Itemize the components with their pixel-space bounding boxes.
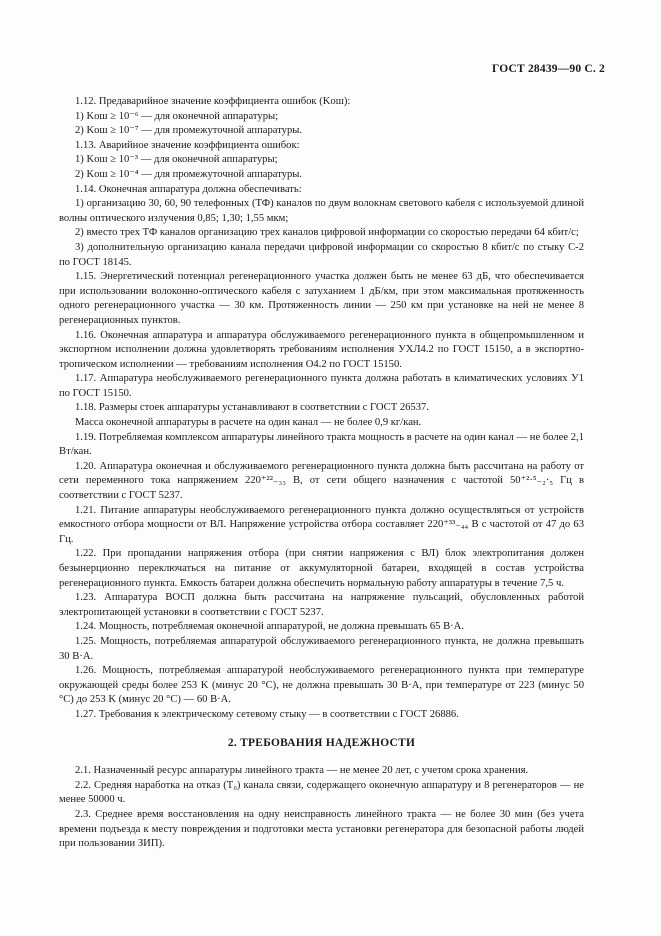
list-item: 2) вместо трех ТФ каналов организацию трех каналов цифровой информации со скоростью передачи 64 кбит/с; bbox=[75, 227, 579, 239]
paragraph-1-17: 1.17. Аппаратура необслуживаемого регенерационного пункта должна работать в климатических условиях У1 по ГОСТ 15150. bbox=[59, 373, 584, 399]
paragraph-1-13: 1.13. Аварийное значение коэффициента ошибок: bbox=[75, 139, 300, 151]
paragraph-1-19: 1.19. Потребляемая комплексом аппаратуры линейного тракта мощность в расчете на один канал — не более 2,1 Вт/кан. bbox=[59, 431, 584, 458]
paragraph-2-3: 2.3. Среднее время восстановления на одну неисправность линейного тракта — не более 30 мин (без учета времени подъезда к месту повреждения и подготовки места установки регенератора для безопасной работы людей при пользовании ЗИП). bbox=[59, 808, 584, 850]
paragraph-1-16: 1.16. Оконечная аппаратура и аппаратура обслуживаемого регенерационного пункта в общепромышленном и экспортном исполнении должна удовлетворять требованиям исполнения УХЛ4.2 по ГОСТ 15150, а в экспортно-тропическом исполнении — требованиям исполнения О4.2 по ГОСТ 15150. bbox=[59, 329, 584, 370]
paragraph-2-2: 2.2. Средняя наработка на отказ (T₀) канала связи, содержащего оконечную аппаратуру и 8 регенераторов — не менее 50000 ч. bbox=[59, 779, 584, 806]
paragraph-1-21: 1.21. Питание аппаратуры необслуживаемого регенерационного пункта должно осуществляться от устройств емкостного отбора мощности от ВЛ. Напряжение устройства отбора составляет 220⁺³³₋₄₄ В с частотой от 47 до 63 Гц. bbox=[59, 504, 584, 545]
paragraph-1-25: 1.25. Мощность, потребляемая аппаратурой обслуживаемого регенерационного пункта, не должна превышать 30 В·А. bbox=[59, 635, 584, 662]
paragraph-1-20: 1.20. Аппаратура оконечная и обслуживаемого регенерационного пункта должна быть рассчитана на работу от сети переменного тока напряжением 220⁺²²₋₃₃ В, от сети общего назначения с частотой 50⁺²·⁵₋₂·₅ Гц в соответствии с ГОСТ 5237. bbox=[59, 460, 584, 502]
list-item: 1) Kош ≥ 10⁻³ — для оконечной аппаратуры; bbox=[75, 154, 278, 166]
paragraph-mass: Масса оконечной аппаратуры в расчете на один канал — не более 0,9 кг/кан. bbox=[75, 417, 422, 429]
paragraph-1-22: 1.22. При пропадании напряжения отбора (при снятии напряжения с ВЛ) блок электропитания должен безынерционно переключаться на питание от аккумуляторной батареи, входящей в состав устройства регенерационного пункта. Емкость батареи должна обеспечить нормальную работу аппаратуры в течение 7,5 ч. bbox=[59, 548, 584, 589]
section-2-title: 2. ТРЕБОВАНИЯ НАДЕЖНОСТИ bbox=[227, 736, 416, 749]
paragraph-1-24: 1.24. Мощность, потребляемая оконечной аппаратурой, не должна превышать 65 В·А. bbox=[75, 621, 464, 633]
paragraph-1-23: 1.23. Аппаратура ВОСП должна быть рассчитана на напряжение пульсаций, обусловленных работой электропитающей установки в соответствии с ГОСТ 5237. bbox=[59, 592, 584, 618]
paragraph-2-1: 2.1. Назначенный ресурс аппаратуры линейного тракта — не менее 20 лет, с учетом срока хранения. bbox=[75, 765, 529, 777]
list-item: 3) дополнительную организацию канала передачи цифровой информации со скоростью 8 кбит/с по стыку С-2 по ГОСТ 18145. bbox=[59, 241, 584, 268]
document-body bbox=[59, 95, 584, 852]
list-item: 2) Kош ≥ 10⁻⁴ — для промежуточной аппаратуры. bbox=[75, 168, 303, 180]
paragraph-1-15: 1.15. Энергетический потенциал регенерационного участка должен быть не менее 63 дБ, что обеспечивается при использовании волоконно-оптического кабеля с затуханием 1 дБ/км, при этом максимальная протяженность одного регенерационного участка — 30 км. Протяженность линии — 250 км при установке на ней не менее 8 регенерационных пунктов. bbox=[59, 271, 584, 326]
list-item: 1) Kош ≥ 10⁻⁶ — для оконечной аппаратуры; bbox=[75, 110, 279, 122]
paragraph-1-14: 1.14. Оконечная аппаратура должна обеспечивать: bbox=[75, 183, 302, 195]
list-item: 1) организацию 30, 60, 90 телефонных (ТФ) каналов по двум волокнам светового кабеля с используемой длиной волны оптического излучения 0,85; 1,30; 1,55 мкм; bbox=[59, 198, 584, 224]
paragraph-1-18: 1.18. Размеры стоек аппаратуры устанавливают в соответствии с ГОСТ 26537. bbox=[75, 402, 429, 414]
page-header: ГОСТ 28439—90 С. 2 bbox=[492, 63, 605, 75]
paragraph-1-27: 1.27. Требования к электрическому сетевому стыку — в соответствии с ГОСТ 26886. bbox=[75, 708, 459, 720]
list-item: 2) Kош ≥ 10⁻⁷ — для промежуточной аппаратуры. bbox=[75, 125, 303, 137]
paragraph-1-26: 1.26. Мощность, потребляемая аппаратурой необслуживаемого регенерационного пункта при температуре окружающей среды более 253 K (минус 20 °С), не должна превышать 30 В·А, при температуре от 223 (минус 50 °С) до 253 K (минус 20 °С) — 60 В·А. bbox=[59, 665, 584, 706]
paragraph-1-12: 1.12. Предаварийное значение коэффициента ошибок (Kош): bbox=[75, 96, 351, 107]
